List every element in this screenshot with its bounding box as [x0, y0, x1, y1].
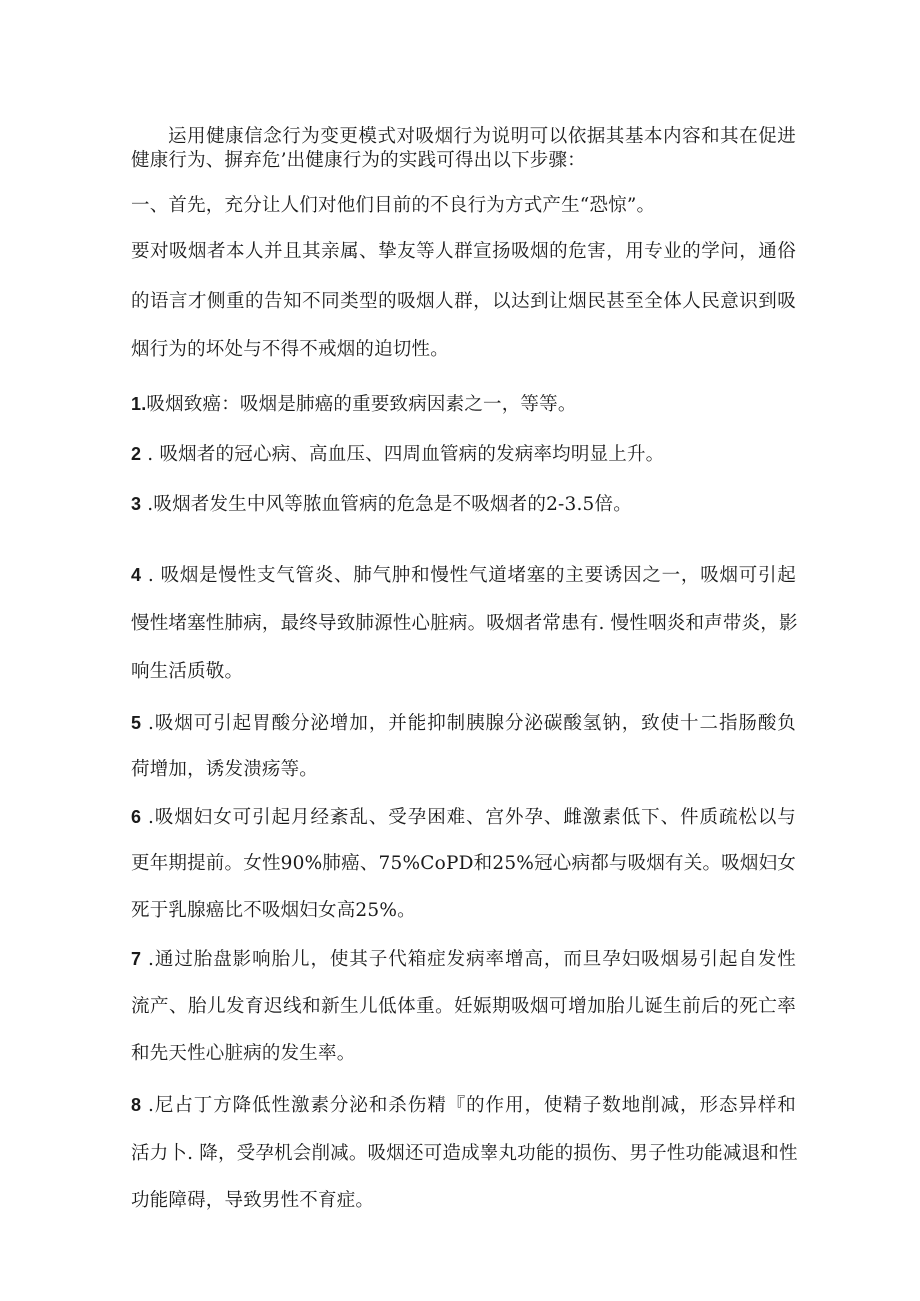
section-heading: 一、首先，充分让人们对他们目前的不良行为方式产生“恐惊”。: [131, 195, 656, 216]
list-item-text: . 吸烟是慢性支气管炎、肺气肿和慢性气道堵塞的主要诱因之一，吸烟可引起: [141, 565, 796, 586]
paragraph-line: 要对吸烟者本人并且其亲属、挚友等人群宣扬吸烟的危害，用专业的学问，通俗: [131, 241, 796, 262]
list-item-text: .通过胎盘影响胎儿，使其子代箱症发病率增高，而旦孕妇吸烟易引起自发性: [141, 949, 796, 970]
list-item-continuation: 和先天性心脏病的发生率。: [131, 1043, 356, 1064]
list-item-text: .尼占丁方降低性激素分泌和杀伤精『的作用，使精子数地削减，形态异样和: [141, 1095, 796, 1116]
list-item-number: 7: [131, 949, 142, 969]
list-item: [131, 712, 796, 735]
list-item-text: .吸烟可引起胃酸分泌增加，并能抑制胰腺分泌碳酸氢钠，致使十二指肠酸负: [141, 713, 796, 734]
list-item: [131, 948, 796, 971]
list-item: [131, 806, 796, 829]
intro-line: 运用健康信念行为变更模式对吸烟行为说明可以依据其基本内容和其在促进: [168, 126, 796, 147]
list-item-text: 吸烟致癌：吸烟是肺癌的重要致病因素之一，等等。: [146, 394, 577, 415]
list-item-continuation: 流产、胎儿发育迟线和新生儿低体重。妊娠期吸烟可增加胎儿诞生前后的死亡率: [131, 996, 796, 1017]
list-item: [131, 393, 796, 416]
list-item: [131, 1094, 796, 1117]
list-item-number: 5: [131, 713, 142, 733]
list-item-text: .吸烟者发生中风等脓血管病的危急是不吸烟者的2-3.5倍。: [141, 494, 632, 515]
list-item-number: 8: [131, 1095, 142, 1115]
list-item: [131, 493, 796, 516]
list-item-number: 6: [131, 807, 142, 827]
list-item: [131, 443, 796, 466]
list-item-continuation: 荷增加，诱发溃疡等。: [131, 759, 319, 780]
list-item-number: 4: [131, 565, 142, 585]
list-item-continuation: 响生活质敬。: [131, 661, 244, 682]
list-item-continuation: 慢性堵塞性肺病，最终导致肺源性心脏病。吸烟者常患有. 慢性咽炎和声带炎，影: [131, 613, 798, 634]
list-item: [131, 564, 796, 587]
list-item-continuation: 活力卜. 降，受孕机会削减。吸烟还可造成睾丸功能的损伤、男子性功能减退和性: [131, 1143, 798, 1164]
list-item-continuation: 功能障碍，导致男性不育症。: [131, 1190, 375, 1211]
list-item-number: 3: [131, 494, 142, 514]
paragraph-line: 烟行为的坏处与不得不戒烟的迫切性。: [131, 339, 449, 360]
list-item-continuation: 更年期提前。女性90%肺癌、75%CoPD和25%冠心病都与吸烟有关。吸烟妇女: [131, 853, 796, 874]
list-item-text: .吸烟妇女可引起月经紊乱、受孕困难、宫外孕、雌激素低下、件质疏松以与: [141, 807, 796, 828]
list-item-number: 1.: [131, 394, 147, 414]
paragraph-line: 的语言才侧重的告知不同类型的吸烟人群，以达到让烟民甚至全体人民意识到吸: [131, 291, 796, 312]
list-item-text: . 吸烟者的冠心病、高血压、四周血管病的发病率均明显上升。: [141, 444, 665, 465]
list-item-number: 2: [131, 444, 142, 464]
list-item-continuation: 死于乳腺癌比不吸烟妇女高25%。: [131, 900, 416, 921]
intro-line: 健康行为、摒弃危’出健康行为的实践可得出以下步骤：: [131, 150, 586, 171]
